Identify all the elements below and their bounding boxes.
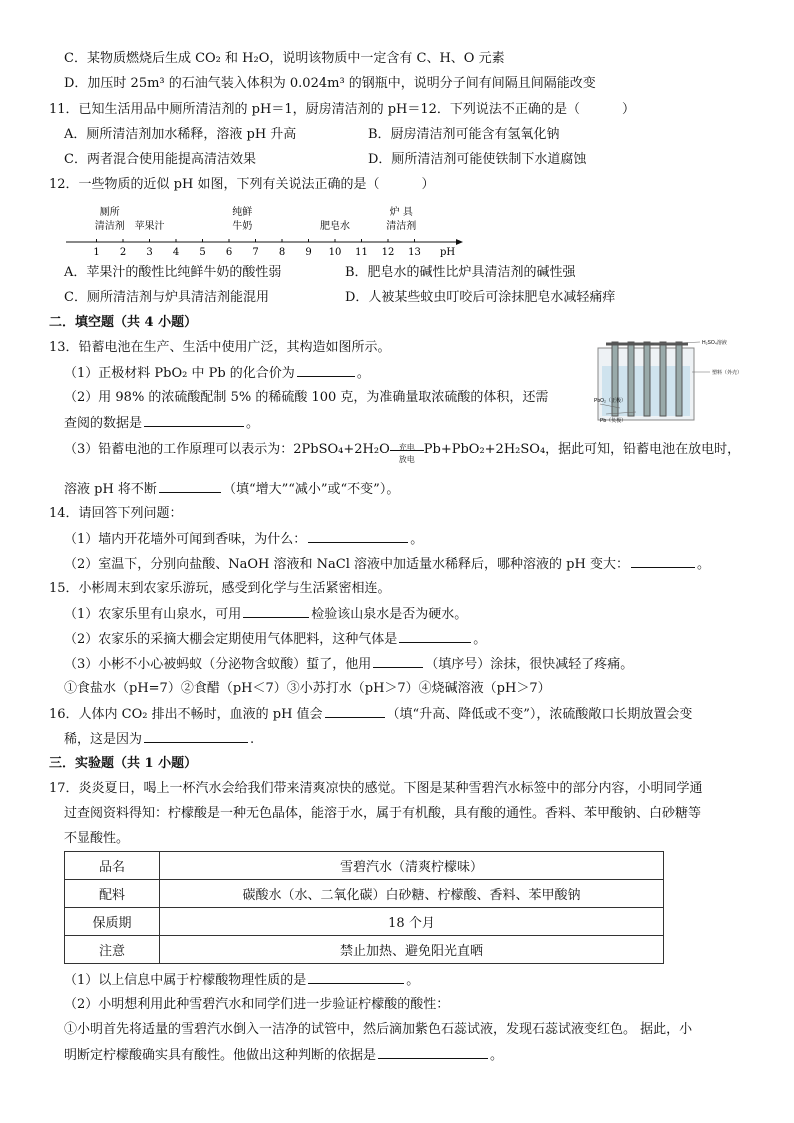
table-value: 碳酸水（水、二氧化碳）白砂糖、柠檬酸、香料、苯甲酸钠: [160, 880, 664, 908]
ph-tick-label: 4: [172, 247, 180, 258]
q17-stem-line-2: 过查阅资料得知：柠檬酸是一种无色晶体，能溶于水，属于有机酸，具有酸的通性。香料、苯甲酸钠、白砂糖等: [64, 806, 702, 821]
answer-blank[interactable]: [373, 655, 423, 668]
q13-part-1: （1）正极材料 PbO₂ 中 Pb 的化合价为 。: [64, 366, 370, 381]
answer-blank[interactable]: [325, 705, 385, 718]
q11-option-b: B．厨房清洁剂可能含有氢氧化钠: [368, 127, 560, 142]
ph-tick-label: 7: [252, 247, 259, 258]
reversible-arrow: 充电 放电: [390, 441, 424, 459]
ph-scale-figure: [64, 204, 474, 264]
q13-part-2a: （2）用 98% 的浓硫酸配制 5% 的稀硫酸 100 克，为准确量取浓硫酸的体积，还需: [64, 390, 549, 405]
q17-stem-line-1: 17．炎炎夏日，喝上一杯汽水会给我们带来清爽凉快的感觉。下图是某种雪碧汽水标签中的部分内容，小明同学通: [49, 781, 703, 796]
q17-part-1: （1）以上信息中属于柠檬酸物理性质的是 。: [64, 973, 420, 988]
q15-part-3: （3）小彬不小心被蚂蚁（分泌物含蚁酸）蜇了，他用 （填序号）涂抹，很快减轻了疼痛。: [64, 657, 634, 672]
table-value: 雪碧汽水（清爽柠檬味）: [160, 852, 664, 880]
table-key: 保质期: [65, 908, 160, 936]
table-value: 禁止加热、避免阳光直晒: [160, 936, 664, 964]
answer-blank[interactable]: [308, 971, 404, 984]
q11-option-d: D．厕所清洁剂可能使铁制下水道腐蚀: [368, 152, 587, 167]
q14-part-1: （1）墙内开花墙外可闻到香味，为什么： 。: [64, 532, 424, 547]
q14-part-2: （2）室温下，分别向盐酸、NaOH 溶液和 NaCl 溶液中加适量水稀释后，哪种溶液的 pH 变大： 。: [64, 557, 710, 572]
q10-option-c: C．某物质燃烧后生成 CO₂ 和 H₂O，说明该物质中一定含有 C、H、O 元素: [64, 51, 505, 66]
lead-acid-battery-figure: [592, 332, 762, 428]
ph-substance-label: 苹果汁: [134, 221, 165, 232]
answer-blank[interactable]: [243, 605, 309, 618]
q10-option-d: D．加压时 25m³ 的石油气装入体积为 0.024m³ 的钢瓶中，说明分子间有间隔且间隔能改变: [64, 76, 596, 91]
ph-tick-label: 12: [381, 247, 395, 258]
ph-tick-label: 9: [305, 247, 312, 258]
answer-blank[interactable]: [308, 530, 408, 543]
battery-label: 塑料（外壳）: [712, 370, 743, 376]
battery-label: PbO₂（正极）: [594, 398, 626, 404]
q15-part-1: （1）农家乐里有山泉水，可用 检验该山泉水是否为硬水。: [64, 607, 468, 622]
sprite-label-table: [64, 851, 664, 964]
table-key: 配料: [65, 880, 160, 908]
q17-part-3a: ①小明首先将适量的雪碧汽水倒入一洁净的试管中，然后滴加紫色石蕊试液，发现石蕊试液变红色。 据此，小: [64, 1022, 693, 1037]
q14-stem: 14．请回答下列问题：: [49, 506, 183, 521]
ph-substance-label: 清洁剂: [94, 221, 125, 232]
q13-part-3b: 溶液 pH 将不断 （填“增大”“减小”或“不变”）。: [64, 482, 400, 497]
ph-tick-label: 3: [146, 247, 153, 258]
answer-blank[interactable]: [144, 414, 244, 427]
q16-line-1: 16．人体内 CO₂ 排出不畅时，血液的 pH 值会 （填“升高、降低或不变”），浓硫酸敞口长期放置会变: [49, 707, 693, 722]
ph-substance-label: 肥皂水: [320, 221, 350, 232]
answer-blank[interactable]: [631, 555, 695, 568]
ph-tick-label: 13: [408, 247, 421, 258]
q13-part-3a: （3）铅蓄电池的工作原理可以表示为：2PbSO₄+2H₂O 充电 放电 Pb+PbO₂+2H₂SO₄，据此可知，铅蓄电池在放电时，: [64, 442, 741, 464]
table-key: 注意: [65, 936, 160, 964]
q11-stem: 11．已知生活用品中厕所清洁剂的 pH＝1，厨房清洁剂的 pH＝12．下列说法不正确的是（ ）: [49, 102, 635, 117]
ph-substance-label: 牛奶: [232, 221, 253, 232]
section-2-heading: 二．填空题（共 4 小题）: [49, 315, 198, 330]
answer-blank[interactable]: [399, 630, 471, 643]
q12-stem: 12．一些物质的近似 pH 如图，下列有关说法正确的是（ ）: [49, 177, 435, 192]
q13-part-2b: 查阅的数据是 。: [64, 416, 260, 431]
q15-stem: 15．小彬周末到农家乐游玩，感受到化学与生活紧密相连。: [49, 581, 391, 596]
electrode-plate: [644, 342, 650, 416]
q15-part-2: （2）农家乐的采摘大棚会定期使用气体肥料，这种气体是 。: [64, 632, 487, 647]
ph-tick-label: 8: [278, 247, 286, 258]
ph-tick-label: 5: [199, 247, 206, 258]
q12-option-d: D．人被某些蚊虫叮咬后可涂抹肥皂水减轻痛痒: [345, 290, 616, 305]
ph-tick-label: 11: [355, 247, 368, 258]
electrode-plate: [628, 342, 634, 416]
ph-tick-label: 2: [119, 247, 127, 258]
answer-blank[interactable]: [297, 364, 355, 377]
ph-tick-label: 10: [328, 247, 342, 258]
ph-tick-label: 6: [225, 247, 233, 258]
table-row: [65, 880, 664, 908]
q17-part-3b: 明断定柠檬酸确实具有酸性。他做出这种判断的依据是 。: [64, 1048, 504, 1063]
q11-option-a: A．厕所清洁剂加水稀释，溶液 pH 升高: [64, 127, 297, 142]
answer-blank[interactable]: [378, 1046, 488, 1059]
q12-option-a: A．苹果汁的酸性比纯鲜牛奶的酸性弱: [64, 265, 282, 280]
table-value: 18 个月: [160, 908, 664, 936]
answer-blank[interactable]: [159, 480, 221, 493]
electrode-plate: [612, 342, 618, 416]
ph-tick-label: 1: [93, 247, 100, 258]
electrode-plate: [676, 342, 682, 416]
ph-substance-label: 厕所: [99, 207, 120, 218]
q12-option-c: C．厕所清洁剂与炉具清洁剂能混用: [64, 290, 269, 305]
table-row: [65, 936, 664, 964]
table-row: [65, 908, 664, 936]
ph-substance-label: 炉 具: [389, 207, 413, 218]
table-key: 品名: [65, 852, 160, 880]
q12-option-b: B．肥皂水的碱性比炉具清洁剂的碱性强: [345, 265, 576, 280]
ph-substance-label: 清洁剂: [386, 221, 417, 232]
q13-stem: 13．铅蓄电池在生产、生活中使用广泛，其构造如图所示。: [49, 340, 391, 355]
table-row: [65, 852, 664, 880]
q15-options: ①食盐水（pH=7）②食醋（pH＜7）③小苏打水（pH＞7）④烧碱溶液（pH＞7）: [64, 681, 551, 696]
section-3-heading: 三．实验题（共 1 小题）: [49, 756, 198, 771]
ph-unit-label: pH: [440, 247, 456, 258]
electrode-plate: [660, 342, 666, 416]
ph-substance-label: 纯鲜: [232, 207, 253, 218]
battery-label: Pb（负极）: [600, 418, 627, 424]
ph-axis-arrow: [456, 239, 463, 245]
q17-stem-line-3: 不显酸性。: [64, 831, 130, 846]
q16-line-2: 稀，这是因为 .: [64, 732, 255, 747]
q17-part-2: （2）小明想利用此种雪碧汽水和同学们进一步验证柠檬酸的酸性：: [64, 997, 450, 1012]
battery-label: H₂SO₄溶液: [702, 340, 727, 346]
q11-option-c: C．两者混合使用能提高清洁效果: [64, 152, 256, 167]
answer-blank[interactable]: [144, 730, 248, 743]
